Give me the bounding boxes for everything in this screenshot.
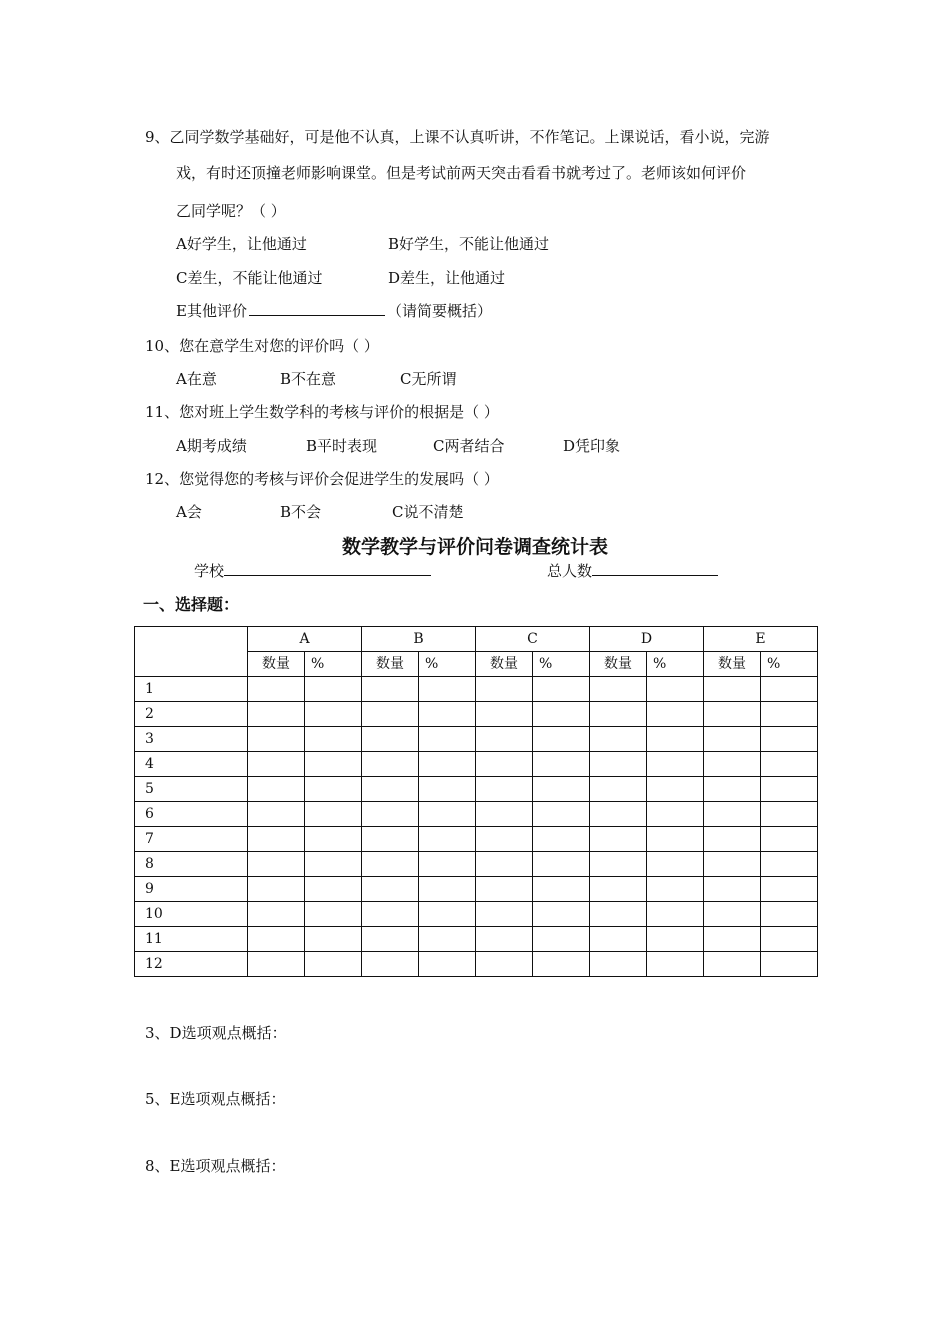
percent-header: % [419, 652, 476, 677]
q12-option-a: A会 [176, 503, 202, 521]
data-cell[interactable] [761, 727, 818, 752]
row-number: 3 [135, 727, 248, 752]
table-row [135, 852, 818, 877]
data-cell[interactable] [590, 927, 647, 952]
option-header-b: B [362, 627, 476, 652]
data-cell[interactable] [305, 877, 362, 902]
data-cell[interactable] [761, 927, 818, 952]
total-field [547, 561, 718, 581]
q9-option-c: C差生，不能让他通过 [176, 269, 323, 287]
option-header-c: C [476, 627, 590, 652]
data-cell[interactable] [590, 852, 647, 877]
data-cell[interactable] [248, 927, 305, 952]
percent-header: % [647, 652, 704, 677]
data-cell[interactable] [590, 727, 647, 752]
data-cell[interactable] [476, 802, 533, 827]
row-number: 8 [135, 852, 248, 877]
total-label: 总人数 [547, 562, 593, 580]
data-cell[interactable] [362, 827, 419, 852]
data-cell[interactable] [590, 802, 647, 827]
data-cell[interactable] [704, 927, 761, 952]
q11-text: 11、您对班上学生数学科的考核与评价的根据是（ ） [145, 403, 499, 421]
data-cell[interactable] [476, 852, 533, 877]
data-cell[interactable] [248, 827, 305, 852]
data-cell[interactable] [533, 677, 590, 702]
data-cell[interactable] [419, 802, 476, 827]
data-cell[interactable] [476, 827, 533, 852]
data-cell[interactable] [704, 902, 761, 927]
data-cell[interactable] [248, 902, 305, 927]
data-cell[interactable] [533, 702, 590, 727]
stats-table [134, 626, 818, 977]
table-row [135, 827, 818, 852]
data-cell[interactable] [476, 927, 533, 952]
data-cell[interactable] [419, 777, 476, 802]
data-cell[interactable] [590, 677, 647, 702]
data-cell[interactable] [419, 677, 476, 702]
school-blank[interactable] [224, 561, 431, 576]
count-header: 数量 [248, 652, 305, 677]
data-cell[interactable] [476, 727, 533, 752]
data-cell[interactable] [305, 952, 362, 977]
table-row [135, 802, 818, 827]
data-cell[interactable] [419, 902, 476, 927]
data-cell[interactable] [761, 777, 818, 802]
data-cell[interactable] [476, 952, 533, 977]
data-cell[interactable] [590, 902, 647, 927]
data-cell[interactable] [704, 702, 761, 727]
data-cell[interactable] [647, 827, 704, 852]
percent-header: % [533, 652, 590, 677]
table-row [135, 952, 818, 977]
data-cell[interactable] [761, 827, 818, 852]
row-number: 9 [135, 877, 248, 902]
school-label: 学校 [194, 562, 225, 580]
data-cell[interactable] [362, 927, 419, 952]
data-cell[interactable] [305, 827, 362, 852]
data-cell[interactable] [248, 677, 305, 702]
data-cell[interactable] [704, 827, 761, 852]
data-cell[interactable] [305, 802, 362, 827]
data-cell[interactable] [647, 677, 704, 702]
row-number: 4 [135, 752, 248, 777]
data-cell[interactable] [761, 702, 818, 727]
data-cell[interactable] [248, 752, 305, 777]
q9-option-e-prefix: E其他评价 [176, 302, 247, 320]
data-cell[interactable] [590, 702, 647, 727]
data-cell[interactable] [305, 702, 362, 727]
summary-5: 5、E选项观点概括： [145, 1090, 286, 1108]
summary-3: 3、D选项观点概括： [145, 1024, 287, 1042]
data-cell[interactable] [305, 902, 362, 927]
data-cell[interactable] [647, 702, 704, 727]
data-cell[interactable] [362, 727, 419, 752]
data-cell[interactable] [533, 852, 590, 877]
data-cell[interactable] [704, 777, 761, 802]
data-cell[interactable] [533, 827, 590, 852]
row-number: 7 [135, 827, 248, 852]
data-cell[interactable] [704, 952, 761, 977]
data-cell[interactable] [647, 852, 704, 877]
table-row [135, 777, 818, 802]
data-cell[interactable] [476, 752, 533, 777]
data-cell[interactable] [647, 727, 704, 752]
stats-title: 数学教学与评价问卷调查统计表 [341, 536, 608, 558]
data-cell[interactable] [590, 827, 647, 852]
row-number: 10 [135, 902, 248, 927]
data-cell[interactable] [305, 927, 362, 952]
table-row [135, 877, 818, 902]
data-cell[interactable] [590, 752, 647, 777]
data-cell[interactable] [248, 727, 305, 752]
percent-header: % [761, 652, 818, 677]
data-cell[interactable] [704, 727, 761, 752]
data-cell[interactable] [248, 952, 305, 977]
data-cell[interactable] [533, 927, 590, 952]
q9-option-e-suffix: （请简要概括） [386, 302, 492, 320]
data-cell[interactable] [248, 802, 305, 827]
table-row [135, 727, 818, 752]
q11-option-a: A期考成绩 [176, 437, 247, 455]
q9-option-e-blank[interactable] [249, 301, 385, 316]
data-cell[interactable] [248, 877, 305, 902]
data-cell[interactable] [533, 952, 590, 977]
data-cell[interactable] [761, 902, 818, 927]
data-cell[interactable] [647, 927, 704, 952]
count-header: 数量 [476, 652, 533, 677]
data-cell[interactable] [533, 877, 590, 902]
data-cell[interactable] [362, 752, 419, 777]
data-cell[interactable] [761, 952, 818, 977]
data-cell[interactable] [590, 777, 647, 802]
data-cell[interactable] [362, 952, 419, 977]
row-number: 12 [135, 952, 248, 977]
q10-option-c: C无所谓 [400, 370, 457, 388]
data-cell[interactable] [362, 677, 419, 702]
q10-text: 10、您在意学生对您的评价吗（ ） [145, 337, 379, 355]
data-cell[interactable] [419, 727, 476, 752]
data-cell[interactable] [476, 702, 533, 727]
q9-line-2: 戏，有时还顶撞老师影响课堂。但是考试前两天突击看看书就考过了。老师该如何评价 [176, 164, 747, 182]
data-cell[interactable] [248, 702, 305, 727]
data-cell[interactable] [362, 852, 419, 877]
q10-option-a: A在意 [176, 370, 217, 388]
table-row [135, 902, 818, 927]
q12-text: 12、您觉得您的考核与评价会促进学生的发展吗（ ） [145, 470, 499, 488]
section-heading: 一、选择题： [143, 595, 240, 614]
total-blank[interactable] [592, 561, 718, 576]
data-cell[interactable] [647, 777, 704, 802]
data-cell[interactable] [476, 777, 533, 802]
row-number: 6 [135, 802, 248, 827]
q9-option-a: A好学生，让他通过 [176, 235, 307, 253]
data-cell[interactable] [647, 902, 704, 927]
data-cell[interactable] [647, 752, 704, 777]
data-cell[interactable] [533, 802, 590, 827]
data-cell[interactable] [590, 877, 647, 902]
q9-line-1: 9、乙同学数学基础好，可是他不认真，上课不认真听讲，不作笔记。上课说话，看小说，完游 [145, 128, 770, 146]
data-cell[interactable] [533, 727, 590, 752]
data-cell[interactable] [362, 902, 419, 927]
data-cell[interactable] [761, 677, 818, 702]
count-header: 数量 [362, 652, 419, 677]
data-cell[interactable] [476, 902, 533, 927]
data-cell[interactable] [704, 677, 761, 702]
data-cell[interactable] [305, 777, 362, 802]
data-cell[interactable] [476, 677, 533, 702]
option-header-a: A [248, 627, 362, 652]
summary-8: 8、E选项观点概括： [145, 1157, 286, 1175]
percent-header: % [305, 652, 362, 677]
data-cell[interactable] [419, 952, 476, 977]
data-cell[interactable] [761, 802, 818, 827]
data-cell[interactable] [533, 752, 590, 777]
q11-option-c: C两者结合 [433, 437, 505, 455]
row-number: 5 [135, 777, 248, 802]
data-cell[interactable] [704, 752, 761, 777]
data-cell[interactable] [305, 752, 362, 777]
option-header-d: D [590, 627, 704, 652]
data-cell[interactable] [647, 877, 704, 902]
q11-option-d: D凭印象 [563, 437, 621, 455]
q9-option-e [176, 301, 492, 321]
q9-line-3: 乙同学呢？（ ） [176, 202, 286, 220]
table-row [135, 677, 818, 702]
data-cell[interactable] [419, 877, 476, 902]
table-row [135, 752, 818, 777]
table-row [135, 702, 818, 727]
count-header: 数量 [590, 652, 647, 677]
data-cell[interactable] [647, 952, 704, 977]
row-number: 1 [135, 677, 248, 702]
q12-option-c: C说不清楚 [392, 503, 464, 521]
school-field [194, 561, 431, 581]
data-cell[interactable] [704, 802, 761, 827]
data-cell[interactable] [419, 927, 476, 952]
table-row [135, 927, 818, 952]
data-cell[interactable] [533, 777, 590, 802]
data-cell[interactable] [248, 777, 305, 802]
data-cell[interactable] [362, 802, 419, 827]
data-cell[interactable] [419, 752, 476, 777]
data-cell[interactable] [362, 702, 419, 727]
data-cell[interactable] [362, 877, 419, 902]
data-cell[interactable] [305, 677, 362, 702]
data-cell[interactable] [248, 852, 305, 877]
q12-option-b: B不会 [280, 503, 322, 521]
q11-option-b: B平时表现 [306, 437, 378, 455]
data-cell[interactable] [704, 877, 761, 902]
data-cell[interactable] [647, 802, 704, 827]
data-cell[interactable] [305, 852, 362, 877]
data-cell[interactable] [704, 852, 761, 877]
data-cell[interactable] [761, 752, 818, 777]
row-number: 2 [135, 702, 248, 727]
data-cell[interactable] [761, 877, 818, 902]
corner-cell [135, 627, 248, 677]
q10-option-b: B不在意 [280, 370, 337, 388]
data-cell[interactable] [761, 852, 818, 877]
header-row-options [135, 627, 818, 652]
data-cell[interactable] [590, 952, 647, 977]
option-header-e: E [704, 627, 818, 652]
data-cell[interactable] [419, 852, 476, 877]
data-cell[interactable] [305, 727, 362, 752]
q9-option-d: D差生，让他通过 [388, 269, 506, 287]
count-header: 数量 [704, 652, 761, 677]
data-cell[interactable] [476, 877, 533, 902]
q9-option-b: B好学生，不能让他通过 [388, 235, 550, 253]
data-cell[interactable] [419, 702, 476, 727]
row-number: 11 [135, 927, 248, 952]
data-cell[interactable] [362, 777, 419, 802]
data-cell[interactable] [533, 902, 590, 927]
data-cell[interactable] [419, 827, 476, 852]
